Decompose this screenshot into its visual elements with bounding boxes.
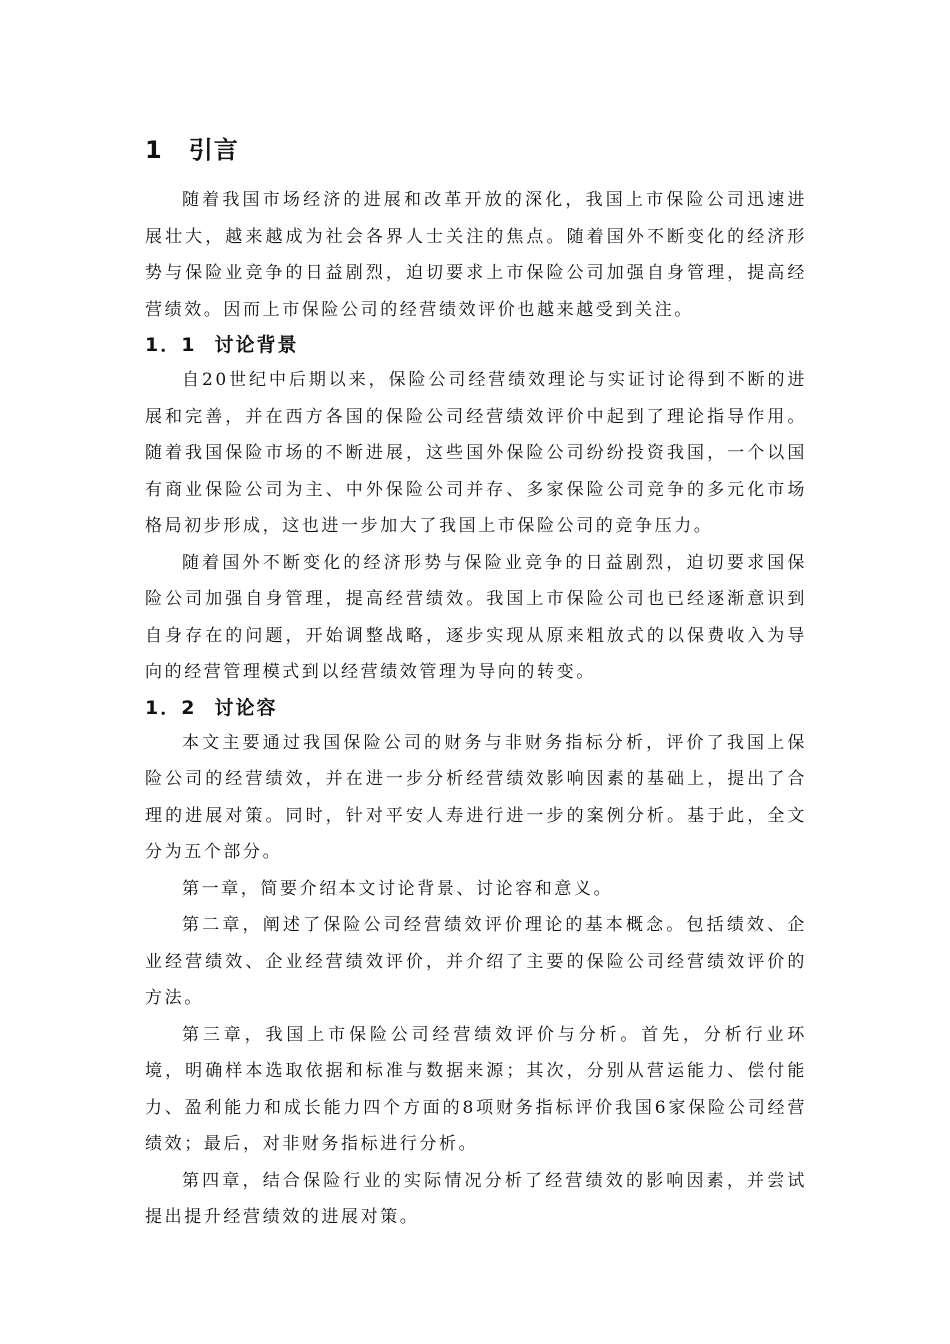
content-paragraph: 第四章，结合保险行业的实际情况分析了经营绩效的影响因素，并尝试提出提升经营绩效的进展对策。 [145,1170,807,1227]
content-paragraph: 第二章，阐述了保险公司经营绩效评价理论的基本概念。包括绩效、企业经营绩效、企业经营绩效评价，并介绍了主要的保险公司经营绩效评价的方法。 [145,915,807,1008]
section-title: 讨论背景 [214,334,299,356]
background-paragraph: 自20世纪中后期以来，保险公司经营绩效理论与实证讨论得到不断的进展和完善，并在西方各国的保险公司经营绩效评价中起到了理论指导作用。随着我国保险市场的不断进展，这些国外保险公司纷纷投资我国，一个以国有商业保险公司为主、中外保险公司并存、多家保险公司竞争的多元化市场格局初步形成，这也进一步加大了我国上市保险公司的竞争压力。 [145,370,807,536]
content-paragraph: 本文主要通过我国保险公司的财务与非财务指标分析，评价了我国上保险公司的经营绩效，并在进一步分析经营绩效影响因素的基础上，提出了合理的进展对策。同时，针对平安人寿进行进一步的案例分析。基于此，全文分为五个部分。 [145,732,807,862]
chapter-number: 1 [145,136,163,164]
content-paragraph: 第三章，我国上市保险公司经营绩效评价与分析。首先，分析行业环境，明确样本选取依据和标准与数据来源；其次，分别从营运能力、偿付能力、盈利能力和成长能力四个方面的8项财务指标评价我国6家保险公司经营绩效；最后，对非财务指标进行分析。 [145,1024,807,1154]
intro-paragraph: 随着我国市场经济的进展和改革开放的深化，我国上市保险公司迅速进展壮大，越来越成为社会各界人士关注的焦点。随着国外不断变化的经济形势与保险业竞争的日益剧烈，迫切要求上市保险公司加强自身管理，提高经营绩效。因而上市保险公司的经营绩效评价也越来越受到关注。 [145,190,807,320]
chapter-heading [145,128,807,172]
chapter-title: 引言 [188,136,239,164]
background-paragraph: 随着国外不断变化的经济形势与保险业竞争的日益剧烈，迫切要求国保险公司加强自身管理，提高经营绩效。我国上市保险公司也已经逐渐意识到自身存在的问题，开始调整战略，逐步实现从原来粗放式的以保费收入为导向的经营管理模式到以经营绩效管理为导向的转变。 [145,552,807,682]
section-number: 1．2 [145,696,197,719]
document-body [145,128,807,1236]
section-heading-background [145,328,807,362]
section-title: 讨论容 [214,696,278,719]
section-number: 1．1 [145,334,197,356]
content-paragraph: 第一章，简要介绍本文讨论背景、讨论容和意义。 [182,878,614,899]
section-heading-content [145,691,807,725]
